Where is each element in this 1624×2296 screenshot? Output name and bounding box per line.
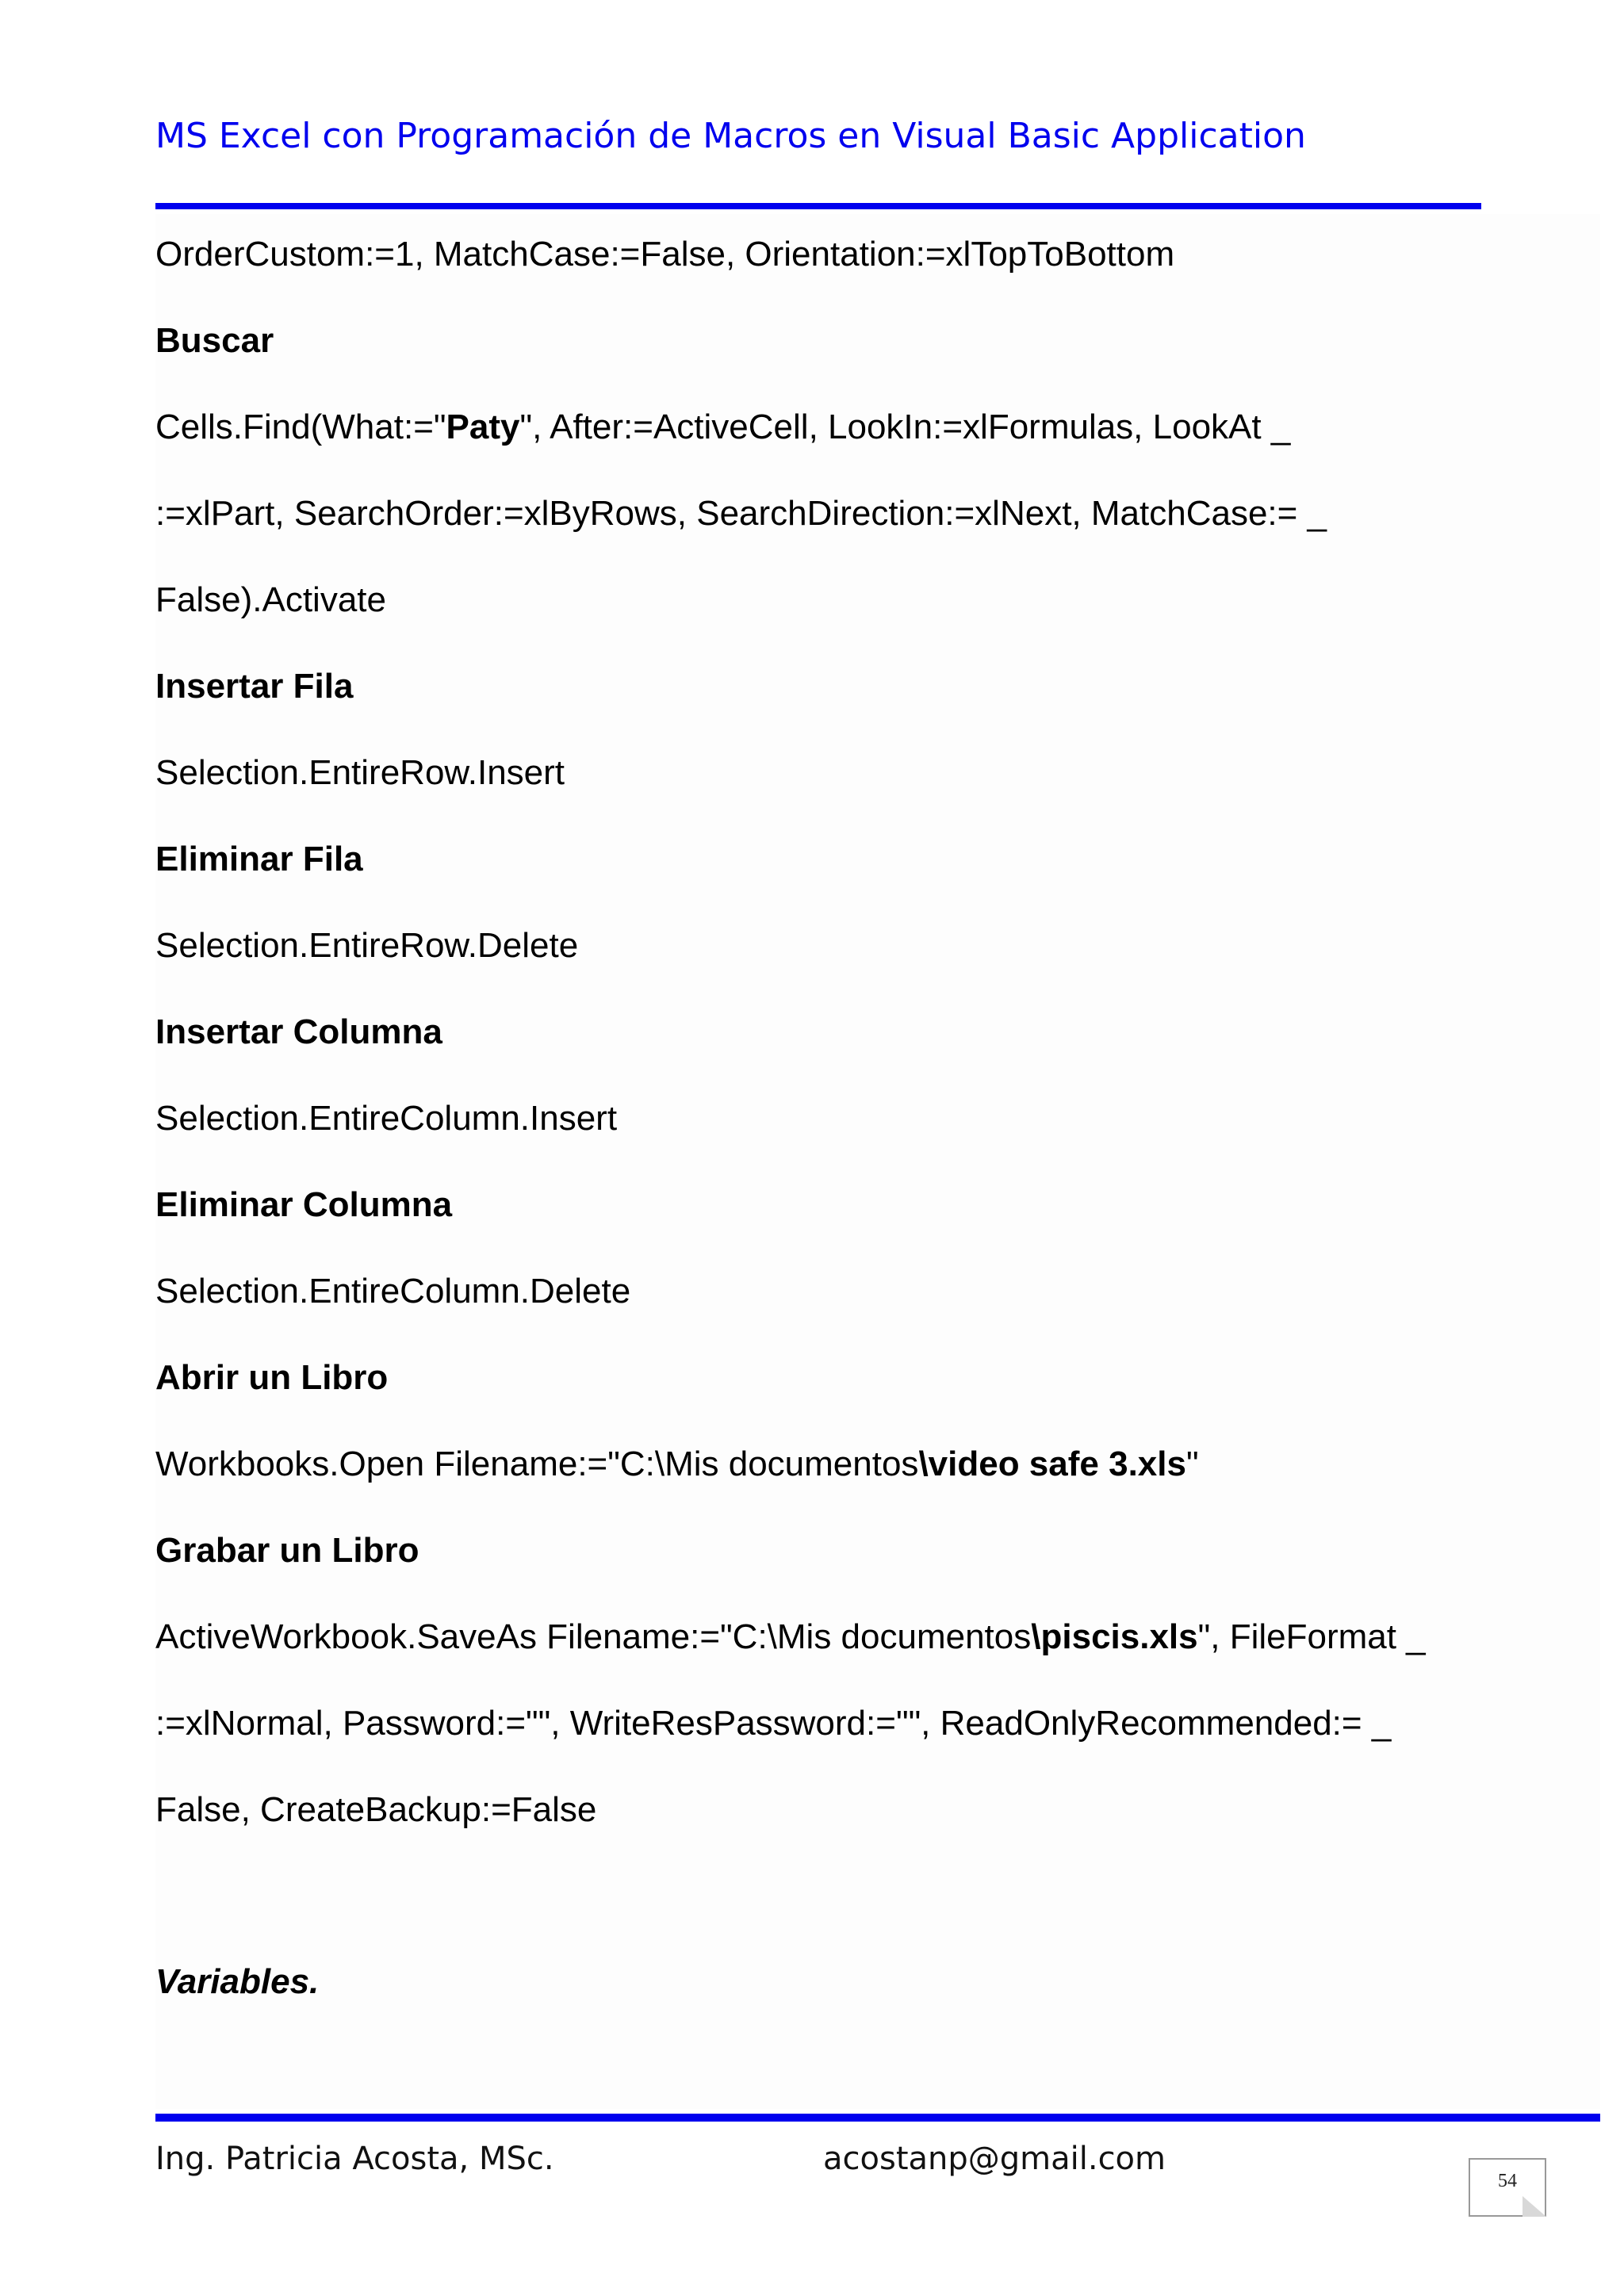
footer-author: Ing. Patricia Acosta, MSc. xyxy=(155,2141,554,2177)
code-fragment: ", After:=ActiveCell, LookIn:=xlFormulas, LookAt _ xyxy=(519,408,1291,446)
code-fragment-bold: \video safe 3.xls xyxy=(918,1445,1186,1483)
section-heading-insertar-fila: Insertar Fila xyxy=(155,667,354,706)
section-heading-eliminar-columna: Eliminar Columna xyxy=(155,1185,453,1224)
footer-email: acostanp@gmail.com xyxy=(823,2141,1166,2177)
code-fragment: Workbooks.Open Filename:="C:\Mis documentos xyxy=(155,1445,919,1483)
page-number-badge xyxy=(1469,2158,1546,2217)
code-line: Selection.EntireColumn.Insert xyxy=(155,1099,618,1138)
section-heading-grabar-libro: Grabar un Libro xyxy=(155,1531,419,1570)
code-fragment: " xyxy=(1185,1445,1199,1483)
code-fragment-bold: Paty xyxy=(446,408,520,446)
code-line xyxy=(155,408,1290,447)
page-number: 54 xyxy=(1498,2171,1517,2191)
code-line: :=xlPart, SearchOrder:=xlByRows, SearchDirection:=xlNext, MatchCase:= _ xyxy=(155,494,1327,533)
page-corner-fold-icon xyxy=(1522,2196,1546,2217)
code-line: :=xlNormal, Password:="", WriteResPassword:="", ReadOnlyRecommended:= _ xyxy=(155,1704,1392,1743)
code-line: Selection.EntireRow.Delete xyxy=(155,926,579,965)
footer-divider xyxy=(155,2114,1600,2122)
code-line: OrderCustom:=1, MatchCase:=False, Orientation:=xlTopToBottom xyxy=(155,235,1175,274)
code-line xyxy=(155,1617,1426,1657)
code-line: Selection.EntireColumn.Delete xyxy=(155,1272,631,1311)
page-header-title: MS Excel con Programación de Macros en Visual Basic Application xyxy=(155,116,1306,156)
section-heading-insertar-columna: Insertar Columna xyxy=(155,1012,442,1051)
code-fragment-bold: \piscis.xls xyxy=(1031,1617,1198,1656)
header-divider xyxy=(155,203,1481,209)
section-heading-variables: Variables. xyxy=(155,1962,320,2001)
code-line: False, CreateBackup:=False xyxy=(155,1790,597,1829)
code-fragment: ActiveWorkbook.SaveAs Filename:="C:\Mis documentos xyxy=(155,1617,1032,1656)
section-heading-abrir-libro: Abrir un Libro xyxy=(155,1358,389,1397)
section-heading-buscar: Buscar xyxy=(155,321,274,360)
code-line: False).Activate xyxy=(155,580,386,619)
section-heading-eliminar-fila: Eliminar Fila xyxy=(155,840,363,878)
code-fragment: ", FileFormat _ xyxy=(1197,1617,1426,1656)
code-fragment: Cells.Find(What:=" xyxy=(155,408,446,446)
code-line xyxy=(155,1445,1199,1484)
code-line: Selection.EntireRow.Insert xyxy=(155,753,565,792)
